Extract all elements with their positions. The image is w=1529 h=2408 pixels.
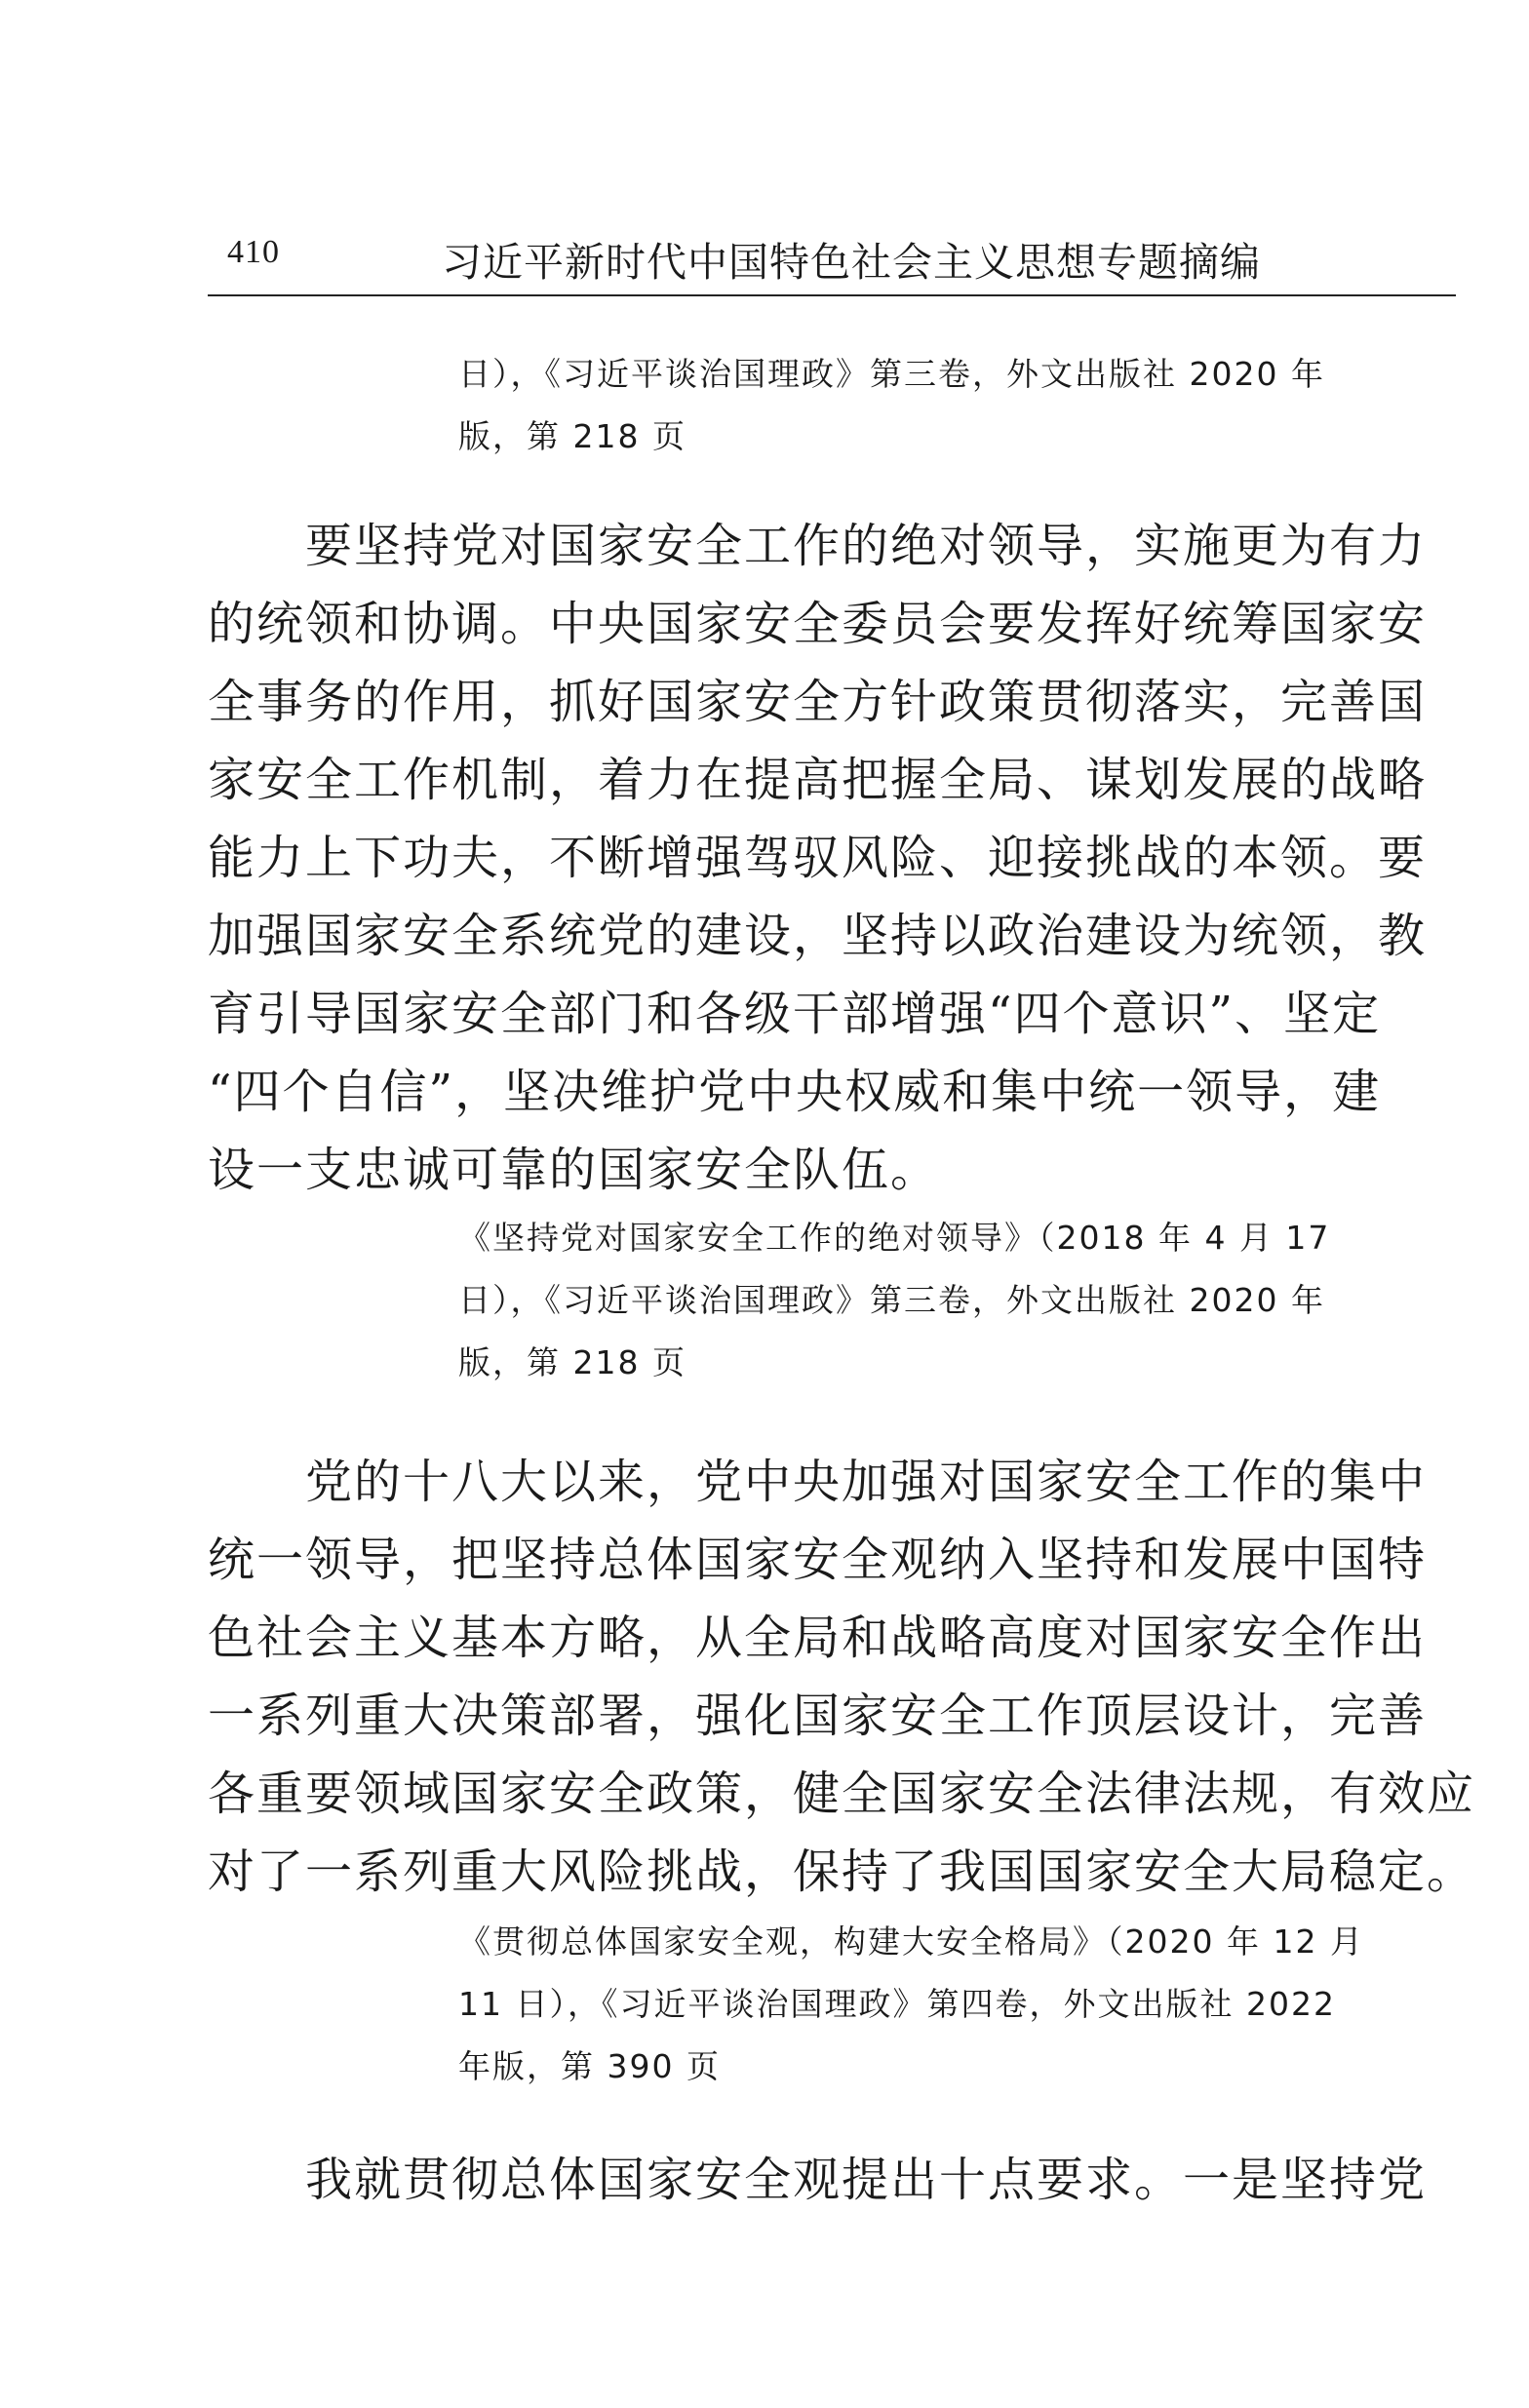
paragraph-line: 家安全工作机制，着力在提高把握全局、谋划发展的战略: [208, 753, 1428, 807]
paragraph-line: 一系列重大决策部署，强化国家安全工作顶层设计，完善: [208, 1689, 1428, 1743]
paragraph-line: 我就贯彻总体国家安全观提出十点要求。一是坚持党: [305, 2153, 1428, 2207]
source-citation-3: [458, 1911, 1455, 2098]
paragraph-line: 色社会主义基本方略，从全局和战略高度对国家安全作出: [208, 1611, 1428, 1665]
paragraph-line: 能力上下功夫，不断增强驾驭风险、迎接挑战的本领。要: [208, 831, 1428, 885]
paragraph-line: 统一领导，把坚持总体国家安全观纳入坚持和发展中国特: [208, 1533, 1428, 1587]
source-line: 日），《习近平谈治国理政》第三卷，外文出版社 2020 年: [458, 355, 1325, 393]
running-title: 习近平新时代中国特色社会主义思想专题摘编: [442, 239, 1261, 286]
source-line: 版，第 218 页: [458, 1343, 686, 1381]
source-line: 年版，第 390 页: [458, 2047, 721, 2085]
source-line: 11 日），《习近平谈治国理政》第四卷，外文出版社 2022: [458, 1985, 1336, 2023]
paragraph-line: 的统领和协调。中央国家安全委员会要发挥好统筹国家安: [208, 597, 1428, 651]
source-line: 版，第 218 页: [458, 417, 686, 455]
paragraph-line: 对了一系列重大风险挑战，保持了我国国家安全大局稳定。: [208, 1845, 1476, 1899]
paragraph-line: 各重要领域国家安全政策，健全国家安全法律法规，有效应: [208, 1767, 1476, 1821]
source-citation-2: [458, 1207, 1455, 1394]
body-paragraph-1: [208, 507, 1456, 1209]
body-paragraph-2: [208, 1443, 1476, 1911]
paragraph-line: 育引导国家安全部门和各级干部增强“四个意识”、坚定: [208, 987, 1382, 1041]
paragraph-line: 加强国家安全系统党的建设，坚持以政治建设为统领，教: [208, 909, 1428, 963]
page-header: [208, 230, 1456, 296]
source-line: 日），《习近平谈治国理政》第三卷，外文出版社 2020 年: [458, 1281, 1325, 1319]
source-line: 《坚持党对国家安全工作的绝对领导》（2018 年 4 月 17: [458, 1219, 1331, 1257]
source-citation-1: [458, 343, 1455, 468]
paragraph-line: 党的十八大以来，党中央加强对国家安全工作的集中: [305, 1455, 1428, 1509]
body-paragraph-3: [208, 2141, 1456, 2219]
source-line: 《贯彻总体国家安全观，构建大安全格局》（2020 年 12 月: [458, 1923, 1364, 1961]
paragraph-line: 要坚持党对国家安全工作的绝对领导，实施更为有力: [305, 519, 1428, 573]
paragraph-line: “四个自信”，坚决维护党中央权威和集中统一领导，建: [208, 1065, 1382, 1119]
paragraph-line: 设一支忠诚可靠的国家安全队伍。: [208, 1143, 940, 1197]
paragraph-line: 全事务的作用，抓好国家安全方针政策贯彻落实，完善国: [208, 675, 1428, 729]
page-number: 410: [227, 234, 280, 270]
